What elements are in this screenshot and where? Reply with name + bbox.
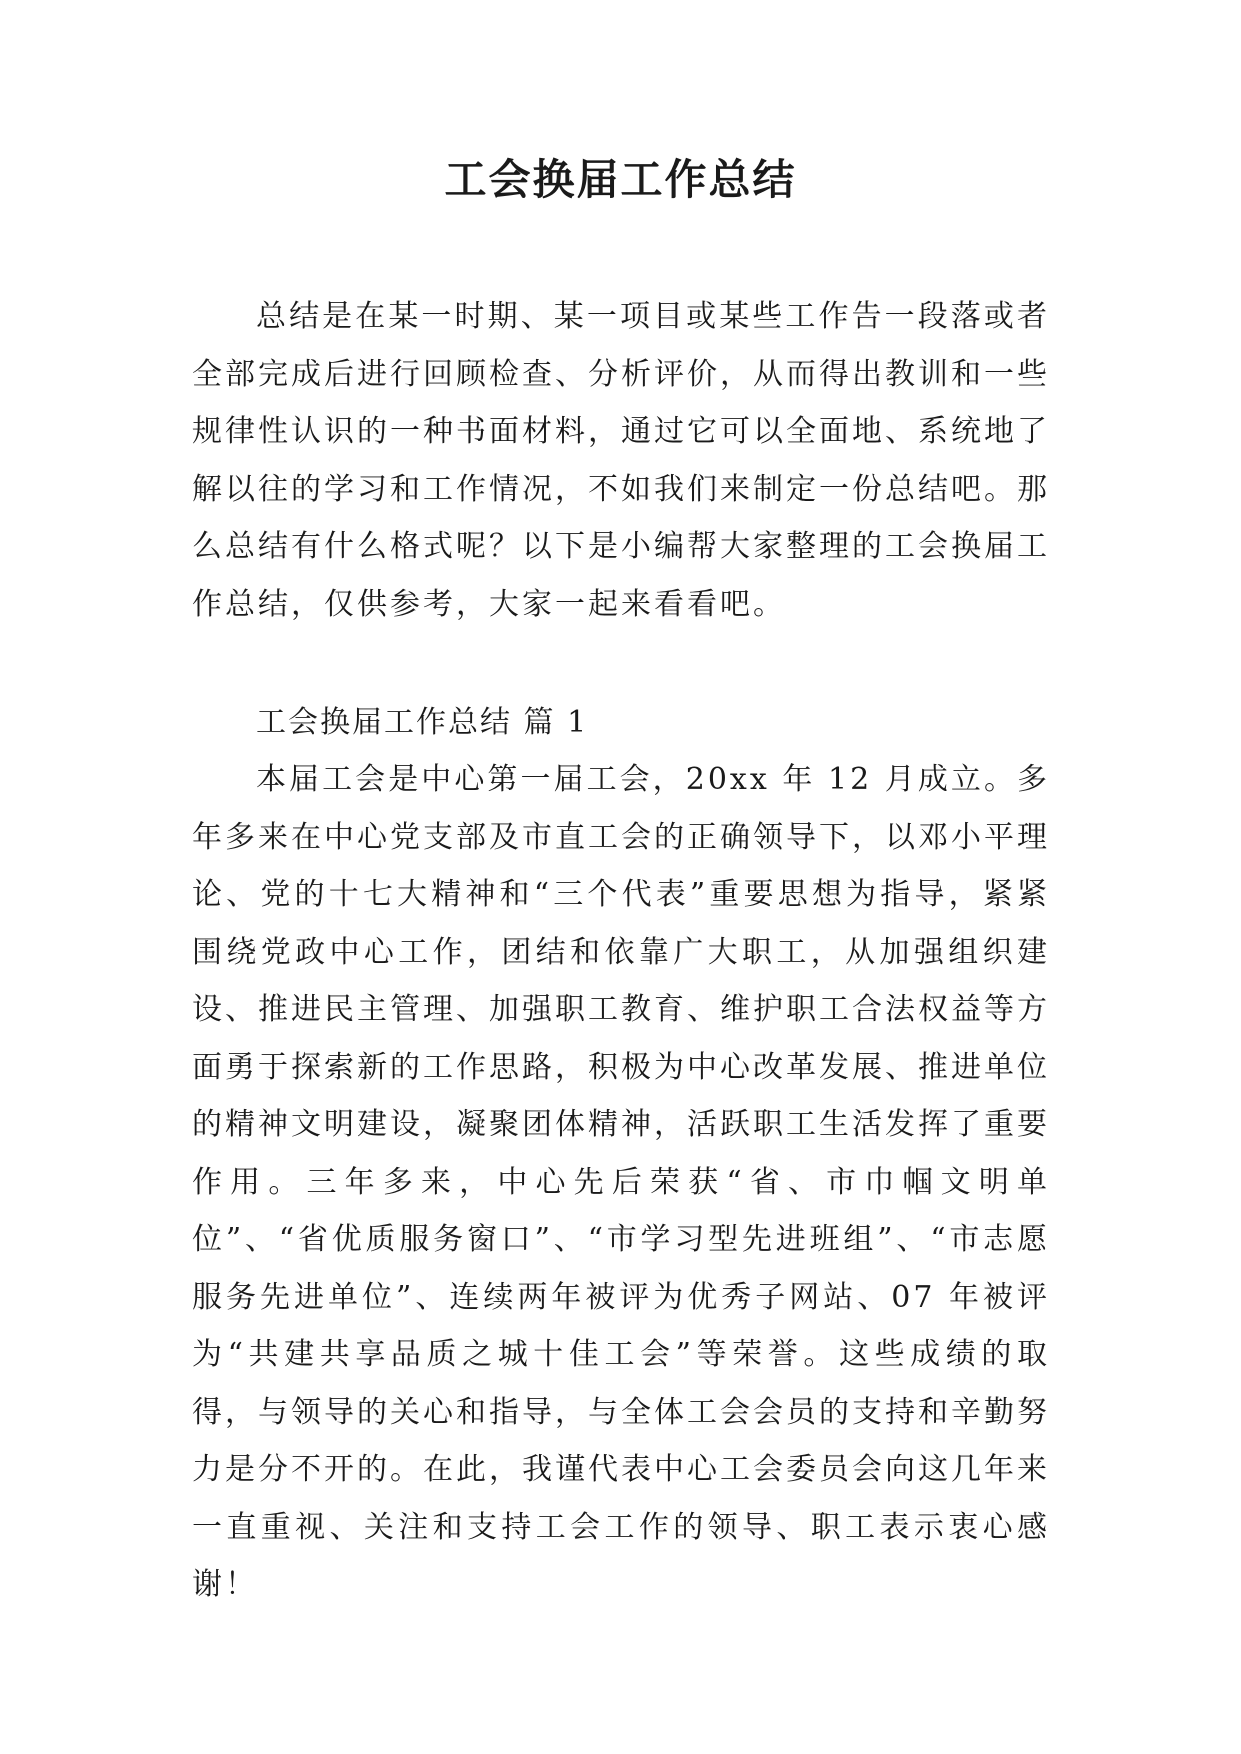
intro-paragraph: 总结是在某一时期、某一项目或某些工作告一段落或者全部完成后进行回顾检查、分析评价，从而得出教训和一些规律性认识的一种书面材料，通过它可以全面地、系统地了解以往的学习和工作情况，不如我们来制定一份总结吧。那么总结有什么格式呢？以下是小编帮大家整理的工会换届工作总结，仅供参考，大家一起来看看吧。: [192, 299, 1050, 622]
section-heading: 工会换届工作总结 篇 1: [256, 705, 589, 740]
section-body-paragraph: 本届工会是中心第一届工会，20xx 年 12 月成立。多年多来在中心党支部及市直工会的正确领导下，以邓小平理论、党的十七大精神和“三个代表”重要思想为指导，紧紧围绕党政中心工作，团结和依靠广大职工，从加强组织建设、推进民主管理、加强职工教育、维护职工合法权益等方面勇于探索新的工作思路，积极为中心改革发展、推进单位的精神文明建设，凝聚团体精神，活跃职工生活发挥了重要作用。三年多来，中心先后荣获“省、市巾帼文明单位”、“省优质服务窗口”、“市学习型先进班组”、“市志愿服务先进单位”、连续两年被评为优秀子网站、07 年被评为“共建共享品质之城十佳工会”等荣誉。这些成绩的取得，与领导的关心和指导，与全体工会会员的支持和辛勤努力是分不开的。在此，我谨代表中心工会委员会向这几年来一直重视、关注和支持工会工作的领导、职工表示衷心感谢！: [192, 762, 1050, 1602]
document-title: 工会换届工作总结: [444, 155, 797, 204]
